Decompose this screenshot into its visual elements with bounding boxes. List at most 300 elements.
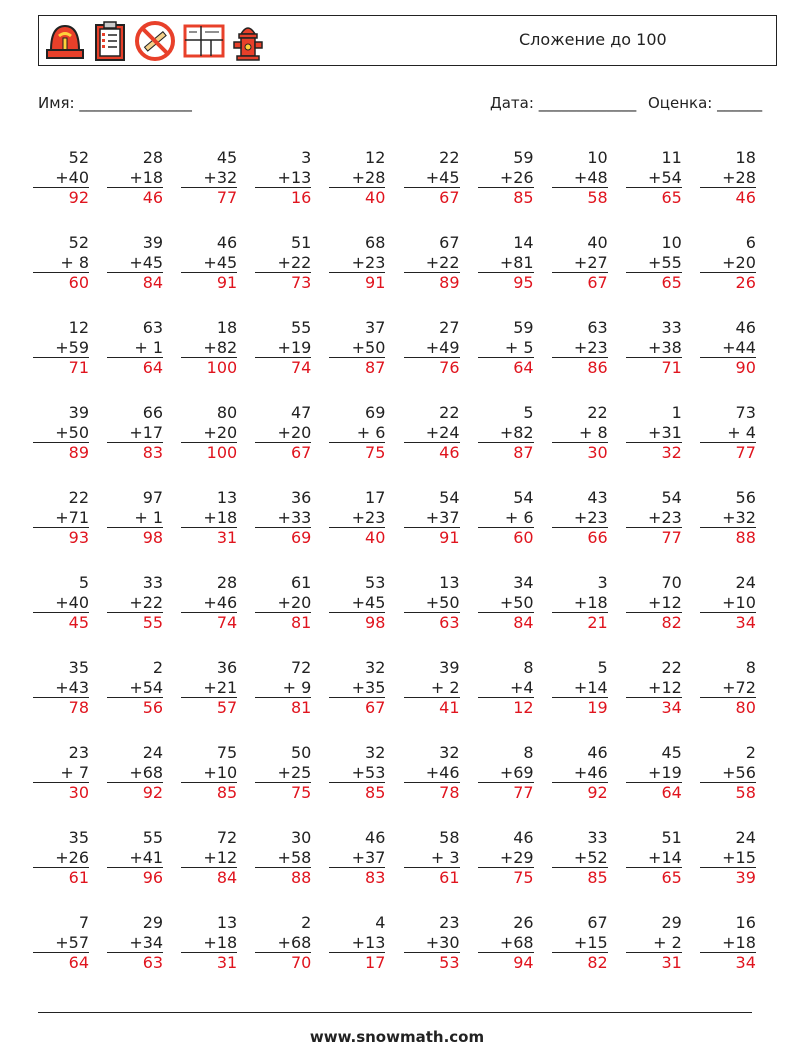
addend-bottom: +23 bbox=[552, 338, 608, 359]
addend-top: 2 bbox=[301, 913, 312, 932]
addend-bottom: +20 bbox=[255, 593, 311, 614]
addend-bottom: +22 bbox=[255, 253, 311, 274]
answer: 40 bbox=[365, 528, 386, 547]
answer: 17 bbox=[365, 953, 386, 972]
problem bbox=[181, 573, 237, 633]
answer: 58 bbox=[735, 783, 756, 802]
answer: 85 bbox=[587, 868, 608, 887]
answer: 73 bbox=[290, 273, 312, 292]
addend-top: 14 bbox=[513, 233, 534, 252]
addend-bottom: +30 bbox=[404, 933, 460, 954]
addend-bottom: +28 bbox=[329, 168, 385, 189]
answer: 92 bbox=[68, 188, 89, 207]
addend-bottom: +10 bbox=[700, 593, 756, 614]
addend-top: 66 bbox=[142, 403, 164, 422]
addend-top: 23 bbox=[439, 913, 460, 932]
addend-bottom: +68 bbox=[255, 933, 311, 954]
addend-top: 27 bbox=[439, 318, 460, 337]
addend-top: 43 bbox=[587, 488, 608, 507]
name-label: Имя: bbox=[38, 94, 75, 112]
answer: 89 bbox=[68, 443, 89, 462]
addend-bottom: +32 bbox=[700, 508, 756, 529]
problem bbox=[107, 658, 163, 718]
problem bbox=[700, 148, 756, 208]
addend-top: 58 bbox=[439, 828, 460, 847]
answer: 82 bbox=[661, 613, 682, 632]
addend-bottom: +40 bbox=[33, 168, 89, 189]
answer: 76 bbox=[439, 358, 460, 377]
addend-bottom: +55 bbox=[626, 253, 682, 274]
addend-bottom: +19 bbox=[255, 338, 311, 359]
addend-top: 46 bbox=[735, 318, 756, 337]
addend-top: 72 bbox=[290, 658, 312, 677]
addend-bottom: +13 bbox=[255, 168, 311, 189]
addend-bottom: + 9 bbox=[255, 678, 311, 699]
problem bbox=[181, 488, 237, 548]
answer: 88 bbox=[290, 868, 312, 887]
problem bbox=[33, 233, 89, 293]
problem bbox=[255, 403, 311, 463]
addend-top: 22 bbox=[68, 488, 89, 507]
problem bbox=[700, 573, 756, 633]
addend-top: 61 bbox=[290, 573, 312, 592]
problem bbox=[700, 403, 756, 463]
problem bbox=[626, 403, 682, 463]
addend-bottom: +50 bbox=[329, 338, 385, 359]
addend-top: 26 bbox=[513, 913, 534, 932]
addend-bottom: + 8 bbox=[552, 423, 608, 444]
answer: 100 bbox=[206, 443, 238, 462]
addend-top: 50 bbox=[290, 743, 312, 762]
addend-top: 72 bbox=[216, 828, 238, 847]
addend-bottom: +33 bbox=[255, 508, 311, 529]
problem bbox=[552, 233, 608, 293]
problem bbox=[329, 658, 385, 718]
problem bbox=[107, 318, 163, 378]
problem bbox=[700, 233, 756, 293]
answer: 60 bbox=[513, 528, 534, 547]
addend-bottom: +68 bbox=[478, 933, 534, 954]
addend-top: 68 bbox=[365, 233, 386, 252]
addend-bottom: +29 bbox=[478, 848, 534, 869]
problem bbox=[255, 658, 311, 718]
answer: 63 bbox=[142, 953, 164, 972]
addend-bottom: +41 bbox=[107, 848, 163, 869]
addend-bottom: +18 bbox=[181, 508, 237, 529]
addend-bottom: +23 bbox=[329, 253, 385, 274]
answer: 77 bbox=[661, 528, 682, 547]
answer: 92 bbox=[142, 783, 164, 802]
problem bbox=[33, 828, 89, 888]
problem bbox=[107, 743, 163, 803]
addend-bottom: + 4 bbox=[700, 423, 756, 444]
addend-bottom: + 2 bbox=[404, 678, 460, 699]
addend-bottom: +20 bbox=[700, 253, 756, 274]
addend-top: 7 bbox=[78, 913, 89, 932]
addend-top: 32 bbox=[365, 743, 386, 762]
addend-bottom: +46 bbox=[404, 763, 460, 784]
addend-top: 40 bbox=[587, 233, 608, 252]
answer: 84 bbox=[142, 273, 164, 292]
addend-bottom: +24 bbox=[404, 423, 460, 444]
problem bbox=[329, 148, 385, 208]
problem bbox=[181, 828, 237, 888]
problem bbox=[255, 573, 311, 633]
addend-bottom: +18 bbox=[700, 933, 756, 954]
addend-bottom: + 2 bbox=[626, 933, 682, 954]
answer: 94 bbox=[513, 953, 534, 972]
problem bbox=[107, 488, 163, 548]
addend-top: 35 bbox=[68, 658, 89, 677]
addend-top: 97 bbox=[142, 488, 164, 507]
grade-blank: ______ bbox=[717, 94, 763, 112]
addend-top: 59 bbox=[513, 318, 534, 337]
addend-bottom: +38 bbox=[626, 338, 682, 359]
addend-top: 54 bbox=[439, 488, 460, 507]
addend-bottom: +22 bbox=[107, 593, 163, 614]
addend-bottom: +19 bbox=[626, 763, 682, 784]
answer: 41 bbox=[439, 698, 460, 717]
addend-bottom: +50 bbox=[478, 593, 534, 614]
answer: 84 bbox=[216, 868, 238, 887]
addend-top: 51 bbox=[661, 828, 682, 847]
problem bbox=[181, 743, 237, 803]
addend-top: 8 bbox=[745, 658, 756, 677]
problem bbox=[478, 148, 534, 208]
answer: 65 bbox=[661, 188, 682, 207]
answer: 91 bbox=[216, 273, 238, 292]
addend-bottom: +57 bbox=[33, 933, 89, 954]
addend-bottom: +53 bbox=[329, 763, 385, 784]
addend-top: 32 bbox=[365, 658, 386, 677]
addend-top: 73 bbox=[735, 403, 756, 422]
addend-bottom: +45 bbox=[404, 168, 460, 189]
addend-top: 24 bbox=[142, 743, 164, 762]
addend-bottom: +18 bbox=[552, 593, 608, 614]
problem bbox=[404, 148, 460, 208]
answer: 96 bbox=[142, 868, 164, 887]
answer: 66 bbox=[587, 528, 608, 547]
addend-bottom: +23 bbox=[626, 508, 682, 529]
problem bbox=[181, 658, 237, 718]
addend-bottom: + 5 bbox=[478, 338, 534, 359]
addend-top: 10 bbox=[661, 233, 682, 252]
addend-bottom: +12 bbox=[626, 678, 682, 699]
addend-bottom: +49 bbox=[404, 338, 460, 359]
addend-bottom: +35 bbox=[329, 678, 385, 699]
problem bbox=[478, 573, 534, 633]
addend-bottom: +25 bbox=[255, 763, 311, 784]
answer: 88 bbox=[735, 528, 756, 547]
answer: 75 bbox=[290, 783, 312, 802]
addend-top: 59 bbox=[513, 148, 534, 167]
addend-bottom: +23 bbox=[552, 508, 608, 529]
problem bbox=[181, 913, 237, 973]
problem bbox=[700, 658, 756, 718]
problem bbox=[329, 318, 385, 378]
problem bbox=[552, 488, 608, 548]
addend-bottom: +22 bbox=[404, 253, 460, 274]
problem bbox=[404, 658, 460, 718]
addend-top: 5 bbox=[597, 658, 608, 677]
addend-bottom: +46 bbox=[181, 593, 237, 614]
answer: 64 bbox=[661, 783, 682, 802]
addend-top: 32 bbox=[439, 743, 460, 762]
answer: 16 bbox=[290, 188, 312, 207]
answer: 64 bbox=[513, 358, 534, 377]
problem bbox=[478, 318, 534, 378]
problem bbox=[404, 403, 460, 463]
addend-top: 34 bbox=[513, 573, 534, 592]
addend-top: 45 bbox=[216, 148, 238, 167]
addend-bottom: +56 bbox=[700, 763, 756, 784]
problem bbox=[478, 403, 534, 463]
footer-divider bbox=[38, 1012, 752, 1013]
addend-top: 29 bbox=[142, 913, 164, 932]
problem bbox=[626, 148, 682, 208]
problem bbox=[478, 233, 534, 293]
problem bbox=[107, 403, 163, 463]
answer: 91 bbox=[439, 528, 460, 547]
addend-bottom: +18 bbox=[181, 933, 237, 954]
answer: 75 bbox=[365, 443, 386, 462]
addend-bottom: +50 bbox=[33, 423, 89, 444]
problem bbox=[255, 148, 311, 208]
answer: 91 bbox=[365, 273, 386, 292]
addend-top: 52 bbox=[68, 148, 89, 167]
answer: 21 bbox=[587, 613, 608, 632]
answer: 65 bbox=[661, 868, 682, 887]
problem bbox=[255, 233, 311, 293]
addend-bottom: +52 bbox=[552, 848, 608, 869]
answer: 86 bbox=[587, 358, 608, 377]
addend-bottom: + 7 bbox=[33, 763, 89, 784]
answer: 83 bbox=[142, 443, 164, 462]
addend-top: 1 bbox=[671, 403, 682, 422]
problem bbox=[626, 828, 682, 888]
problem bbox=[478, 828, 534, 888]
answer: 19 bbox=[587, 698, 608, 717]
problem bbox=[404, 828, 460, 888]
addend-bottom: +13 bbox=[329, 933, 385, 954]
answer: 87 bbox=[513, 443, 534, 462]
addend-top: 33 bbox=[587, 828, 608, 847]
answer: 61 bbox=[68, 868, 89, 887]
addend-top: 67 bbox=[587, 913, 608, 932]
answer: 34 bbox=[735, 953, 756, 972]
problem bbox=[552, 318, 608, 378]
addend-top: 12 bbox=[365, 148, 386, 167]
addend-bottom: + 8 bbox=[33, 253, 89, 274]
addend-top: 52 bbox=[68, 233, 89, 252]
addend-bottom: +27 bbox=[552, 253, 608, 274]
problem bbox=[404, 488, 460, 548]
addend-top: 56 bbox=[735, 488, 756, 507]
answer: 81 bbox=[290, 698, 312, 717]
problem bbox=[700, 913, 756, 973]
answer: 95 bbox=[513, 273, 534, 292]
problem bbox=[107, 913, 163, 973]
answer: 31 bbox=[216, 953, 238, 972]
answer: 74 bbox=[290, 358, 312, 377]
addend-bottom: +12 bbox=[626, 593, 682, 614]
problem bbox=[329, 488, 385, 548]
problem bbox=[700, 488, 756, 548]
addend-top: 28 bbox=[216, 573, 238, 592]
answer: 80 bbox=[735, 698, 756, 717]
addend-top: 46 bbox=[587, 743, 608, 762]
answer: 30 bbox=[68, 783, 89, 802]
problem bbox=[33, 743, 89, 803]
problem bbox=[255, 488, 311, 548]
problem bbox=[626, 318, 682, 378]
addend-top: 13 bbox=[216, 488, 238, 507]
addend-top: 2 bbox=[152, 658, 164, 677]
addend-top: 22 bbox=[587, 403, 608, 422]
problem bbox=[33, 403, 89, 463]
addend-top: 10 bbox=[587, 148, 608, 167]
addend-top: 36 bbox=[216, 658, 238, 677]
problem bbox=[552, 913, 608, 973]
problem bbox=[33, 148, 89, 208]
answer: 12 bbox=[513, 698, 534, 717]
addend-bottom: +34 bbox=[107, 933, 163, 954]
addend-top: 5 bbox=[78, 573, 89, 592]
addend-bottom: +54 bbox=[107, 678, 163, 699]
problem bbox=[33, 658, 89, 718]
grade-label: Оценка: bbox=[648, 94, 713, 112]
addend-top: 5 bbox=[523, 403, 534, 422]
addend-bottom: +45 bbox=[181, 253, 237, 274]
addend-bottom: +31 bbox=[626, 423, 682, 444]
answer: 34 bbox=[661, 698, 682, 717]
addend-top: 22 bbox=[439, 148, 460, 167]
addend-top: 4 bbox=[375, 913, 386, 932]
addend-top: 13 bbox=[216, 913, 238, 932]
problem bbox=[329, 573, 385, 633]
problem bbox=[700, 743, 756, 803]
answer: 55 bbox=[142, 613, 164, 632]
addend-top: 67 bbox=[439, 233, 460, 252]
problem bbox=[181, 403, 237, 463]
addend-top: 53 bbox=[365, 573, 386, 592]
answer: 32 bbox=[661, 443, 682, 462]
answer: 60 bbox=[68, 273, 89, 292]
problem bbox=[552, 148, 608, 208]
addend-top: 39 bbox=[68, 403, 89, 422]
addend-top: 22 bbox=[661, 658, 682, 677]
addend-top: 51 bbox=[290, 233, 312, 252]
answer: 85 bbox=[216, 783, 238, 802]
problem bbox=[33, 573, 89, 633]
problem bbox=[478, 913, 534, 973]
problem bbox=[626, 658, 682, 718]
worksheet-title: Сложение до 100 bbox=[519, 30, 667, 49]
answer: 85 bbox=[365, 783, 386, 802]
addend-bottom: +40 bbox=[33, 593, 89, 614]
problem bbox=[329, 403, 385, 463]
addend-top: 39 bbox=[439, 658, 460, 677]
problem bbox=[255, 318, 311, 378]
answer: 56 bbox=[142, 698, 164, 717]
addend-top: 46 bbox=[513, 828, 534, 847]
addend-top: 18 bbox=[735, 148, 756, 167]
problem bbox=[404, 743, 460, 803]
addend-top: 24 bbox=[735, 828, 756, 847]
problem bbox=[478, 488, 534, 548]
answer: 46 bbox=[142, 188, 164, 207]
problem bbox=[107, 148, 163, 208]
problem bbox=[552, 743, 608, 803]
problem bbox=[552, 658, 608, 718]
answer: 100 bbox=[206, 358, 238, 377]
addend-bottom: +46 bbox=[552, 763, 608, 784]
answer: 90 bbox=[735, 358, 756, 377]
addend-bottom: +81 bbox=[478, 253, 534, 274]
addend-top: 22 bbox=[439, 403, 460, 422]
addend-bottom: +50 bbox=[404, 593, 460, 614]
problem bbox=[700, 828, 756, 888]
answer: 93 bbox=[68, 528, 89, 547]
addend-bottom: +21 bbox=[181, 678, 237, 699]
addend-top: 33 bbox=[661, 318, 682, 337]
problem bbox=[626, 488, 682, 548]
addend-top: 75 bbox=[216, 743, 238, 762]
addend-bottom: +37 bbox=[404, 508, 460, 529]
answer: 67 bbox=[587, 273, 608, 292]
name-blank: _______________ bbox=[79, 94, 192, 112]
problem bbox=[255, 743, 311, 803]
answer: 39 bbox=[735, 868, 756, 887]
answer: 67 bbox=[365, 698, 386, 717]
answer: 71 bbox=[68, 358, 89, 377]
addend-top: 11 bbox=[661, 148, 682, 167]
answer: 30 bbox=[587, 443, 608, 462]
date-label: Дата: bbox=[490, 94, 534, 112]
addend-bottom: +10 bbox=[181, 763, 237, 784]
addend-top: 6 bbox=[745, 233, 756, 252]
answer: 53 bbox=[439, 953, 460, 972]
answer: 40 bbox=[365, 188, 386, 207]
answer: 46 bbox=[439, 443, 460, 462]
addend-top: 80 bbox=[216, 403, 238, 422]
problem bbox=[329, 233, 385, 293]
problem bbox=[181, 233, 237, 293]
addend-top: 55 bbox=[290, 318, 312, 337]
answer: 45 bbox=[68, 613, 89, 632]
problem bbox=[478, 658, 534, 718]
answer: 26 bbox=[735, 273, 756, 292]
problem bbox=[181, 148, 237, 208]
footer-site: www.snowmath.com bbox=[309, 1028, 485, 1046]
answer: 67 bbox=[439, 188, 460, 207]
addend-top: 45 bbox=[661, 743, 682, 762]
addend-bottom: +72 bbox=[700, 678, 756, 699]
addend-bottom: +15 bbox=[552, 933, 608, 954]
addend-top: 46 bbox=[365, 828, 386, 847]
problem bbox=[181, 318, 237, 378]
answer: 81 bbox=[290, 613, 312, 632]
addend-bottom: +58 bbox=[255, 848, 311, 869]
addend-top: 55 bbox=[142, 828, 164, 847]
problem bbox=[552, 828, 608, 888]
addend-bottom: +32 bbox=[181, 168, 237, 189]
addend-bottom: +12 bbox=[181, 848, 237, 869]
addend-bottom: +4 bbox=[478, 678, 534, 699]
answer: 75 bbox=[513, 868, 534, 887]
addend-top: 17 bbox=[365, 488, 386, 507]
addend-bottom: +14 bbox=[626, 848, 682, 869]
